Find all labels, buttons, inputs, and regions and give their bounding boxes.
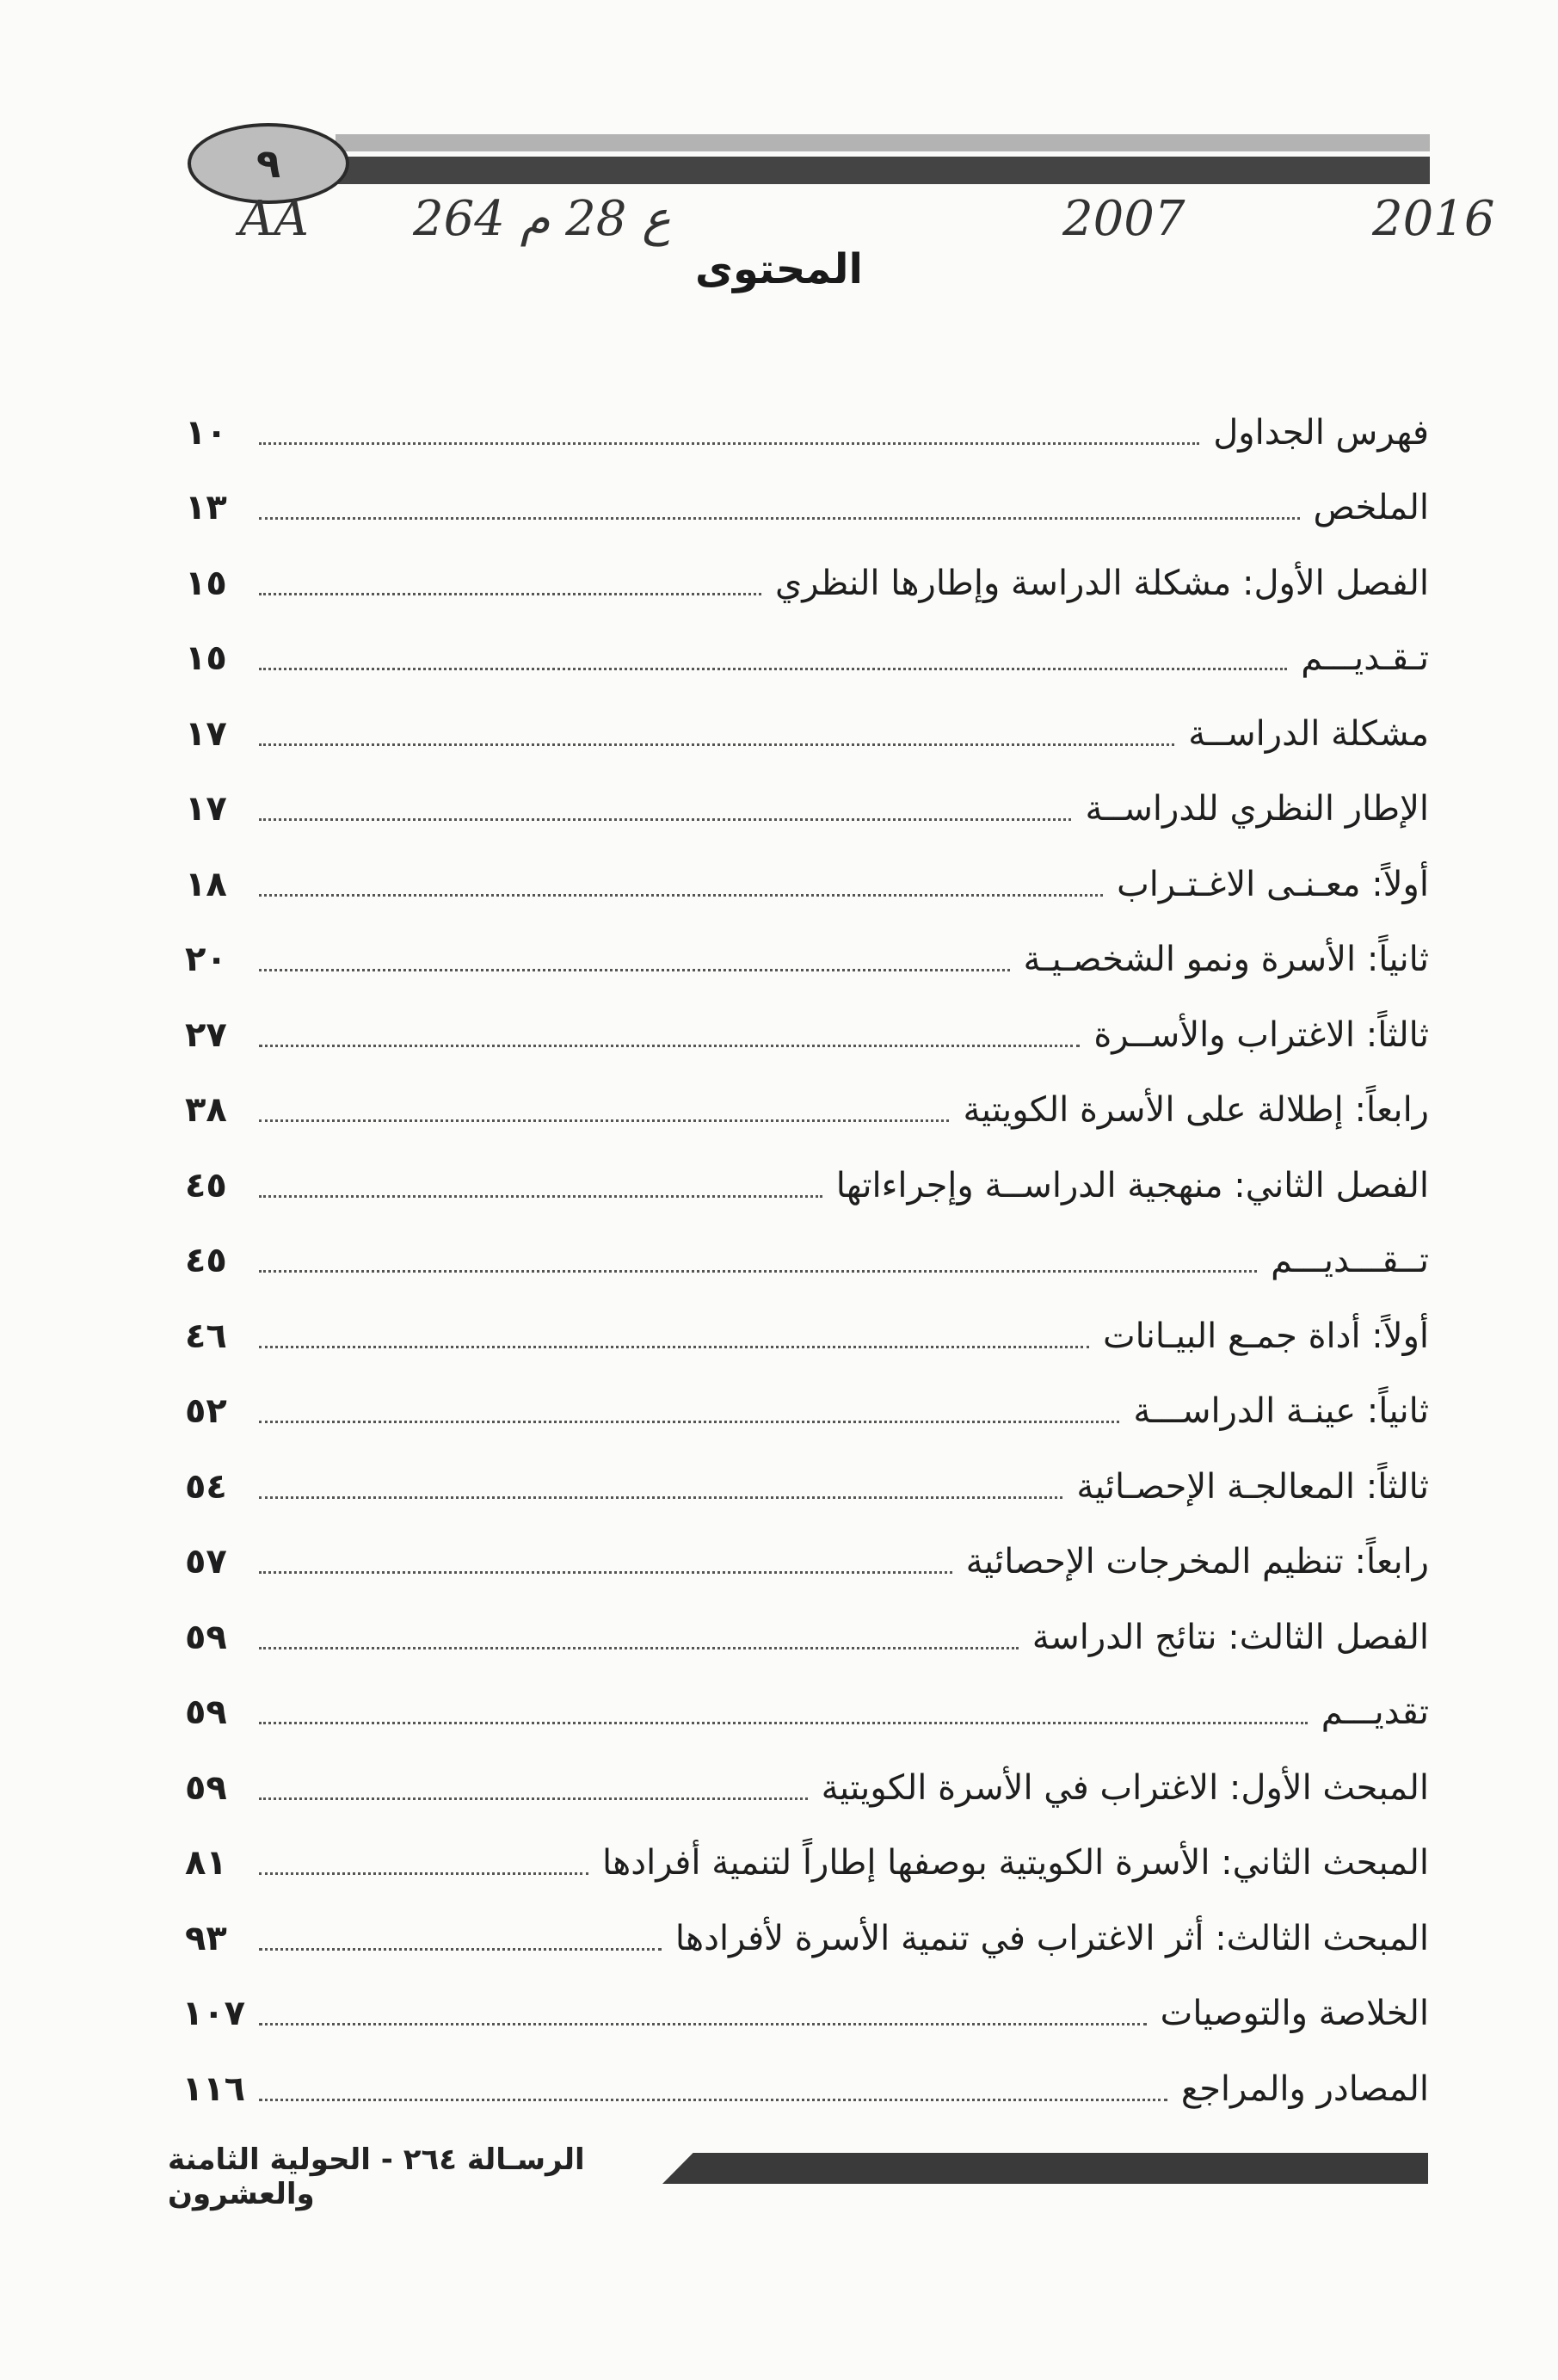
toc-entry-page: ٤٥ [185,1241,227,1280]
toc-entry-title: الفصل الثاني: منهجية الدراســة وإجراءاتها [835,1165,1429,1205]
toc-entry-page: ٤٥ [185,1165,227,1205]
toc-leader-dots [259,2023,1147,2025]
toc-entry [185,987,1429,1063]
toc-entry-page: ٥٩ [185,1767,227,1808]
toc-entry-page: ٥٢ [185,1391,227,1431]
toc-entry [182,2041,1429,2117]
toc-leader-dots [259,1270,1257,1273]
handwritten-note: 2016 [1372,191,1495,247]
toc-entry [182,1966,1429,2042]
toc-entry-page: ٥٤ [185,1466,227,1507]
toc-entry [185,1138,1429,1213]
toc-leader-dots [259,593,761,595]
toc-leader-dots [259,2099,1167,2101]
toc-leader-dots [259,1496,1062,1499]
toc-leader-dots [259,1045,1080,1047]
toc-entry-page: ٣٨ [185,1090,227,1130]
toc-leader-dots [259,517,1300,520]
toc-leader-dots [259,1571,952,1574]
handwritten-note: AA [239,191,309,247]
table-of-contents [182,385,1429,2117]
toc-leader-dots [259,668,1287,670]
toc-entry [185,1890,1429,1966]
page-number: ٩ [256,140,281,187]
toc-entry-title: ثانياً: الأسرة ونمو الشخصـيـة [1023,940,1429,979]
toc-entry-page: ٨١ [185,1843,227,1883]
toc-entry-title: الخلاصة والتوصيات [1160,1994,1429,2033]
toc-leader-dots [259,1195,822,1198]
toc-entry [185,836,1429,912]
toc-entry [185,1063,1429,1138]
toc-leader-dots [259,1948,662,1951]
toc-entry-title: الإطار النظري للدراســة [1085,789,1429,829]
toc-entry-page: ١٥ [185,563,227,603]
toc-entry [185,385,1429,460]
toc-entry-page: ١٠ [185,412,227,453]
toc-entry-page: ١٥ [185,638,227,678]
toc-leader-dots [259,969,1010,971]
toc-leader-dots [259,1421,1119,1423]
toc-leader-dots [259,1872,588,1875]
footer-journal-info: الرسـالة ٢٦٤ - الحولية الثامنة والعشرون [168,2143,585,2211]
header-bar-dark [336,157,1430,184]
toc-entry-title: تــقـــديـــم [1271,1241,1429,1280]
toc-entry [185,1364,1429,1440]
toc-leader-dots [259,743,1174,746]
toc-entry [185,686,1429,761]
toc-entry [185,1288,1429,1364]
toc-entry-page: ٢٠ [185,940,227,979]
handwritten-note: 264 ع 28 م [413,191,671,247]
toc-entry [185,1665,1429,1741]
toc-entry-page: ١٧ [185,789,227,829]
toc-entry-title: ثالثاً: المعالجـة الإحصـائية [1076,1466,1429,1507]
toc-entry-title: الفصل الأول: مشكلة الدراسة وإطارها النظري [774,563,1429,603]
handwritten-note: 2007 [1062,191,1185,247]
toc-leader-dots [259,1119,949,1122]
toc-leader-dots [259,1722,1308,1724]
toc-entry-page: ٥٩ [185,1617,227,1657]
toc-entry-page: ١٣ [185,488,227,527]
toc-entry-page: ١١٦ [182,2069,245,2109]
toc-entry-title: المبحث الثاني: الأسرة الكويتية بوصفها إطاراً لتنمية أفرادها [601,1843,1429,1883]
toc-entry-page: ٤٦ [185,1316,227,1356]
toc-leader-dots [259,442,1199,445]
toc-entry-title: رابعاً: تنظيم المخرجات الإحصائية [965,1542,1429,1582]
toc-entry-page: ١٧ [185,713,227,754]
toc-entry-title: تقديـــم [1321,1693,1429,1732]
toc-leader-dots [259,818,1071,821]
toc-entry [185,1589,1429,1665]
toc-entry [185,761,1429,837]
toc-entry-page: ٢٧ [185,1014,227,1055]
toc-entry [185,1514,1429,1590]
toc-entry-page: ٥٩ [185,1693,227,1732]
toc-entry-page: ٥٧ [185,1542,227,1582]
toc-entry-title: الفصل الثالث: نتائج الدراسة [1031,1617,1429,1657]
toc-entry-title: المبحث الأول: الاغتراب في الأسرة الكويتية [821,1767,1429,1808]
toc-entry-title: الملخص [1313,488,1429,527]
page-title: المحتوى [695,245,863,293]
toc-entry [185,611,1429,687]
toc-entry-title: مشكلة الدراســة [1188,713,1429,754]
toc-entry-title: رابعاً: إطلالة على الأسرة الكويتية [963,1090,1429,1130]
toc-entry-page: ٩٣ [185,1918,227,1958]
toc-entry-title: المصادر والمراجع [1180,2069,1429,2109]
toc-entry-title: المبحث الثالث: أثر الاغتراب في تنمية الأسرة لأفرادها [674,1918,1429,1958]
header-bar-light [336,134,1430,151]
toc-entry [185,1816,1429,1891]
toc-leader-dots [259,894,1103,897]
footer-bar [662,2153,1428,2184]
toc-entry [185,1740,1429,1816]
toc-entry-title: ثالثاً: الاغتراب والأســرة [1093,1014,1429,1055]
toc-entry-title: أولاً: معـنـى الاغـتـراب [1117,864,1429,904]
toc-entry [185,1439,1429,1514]
toc-entry [185,912,1429,988]
toc-entry-title: ثانياً: عينـة الدراســـة [1133,1391,1429,1431]
toc-entry-page: ١٠٧ [182,1994,245,2033]
toc-leader-dots [259,1647,1019,1649]
toc-entry-page: ١٨ [185,864,227,904]
toc-entry-title: فهرس الجداول [1213,412,1429,453]
toc-entry [185,1213,1429,1289]
toc-entry-title: تـقـديـــم [1301,638,1429,678]
toc-leader-dots [259,1797,808,1800]
toc-leader-dots [259,1346,1089,1348]
toc-entry [185,460,1429,536]
toc-entry [185,535,1429,611]
toc-entry-title: أولاً: أداة جمـع البيـانات [1102,1316,1429,1356]
